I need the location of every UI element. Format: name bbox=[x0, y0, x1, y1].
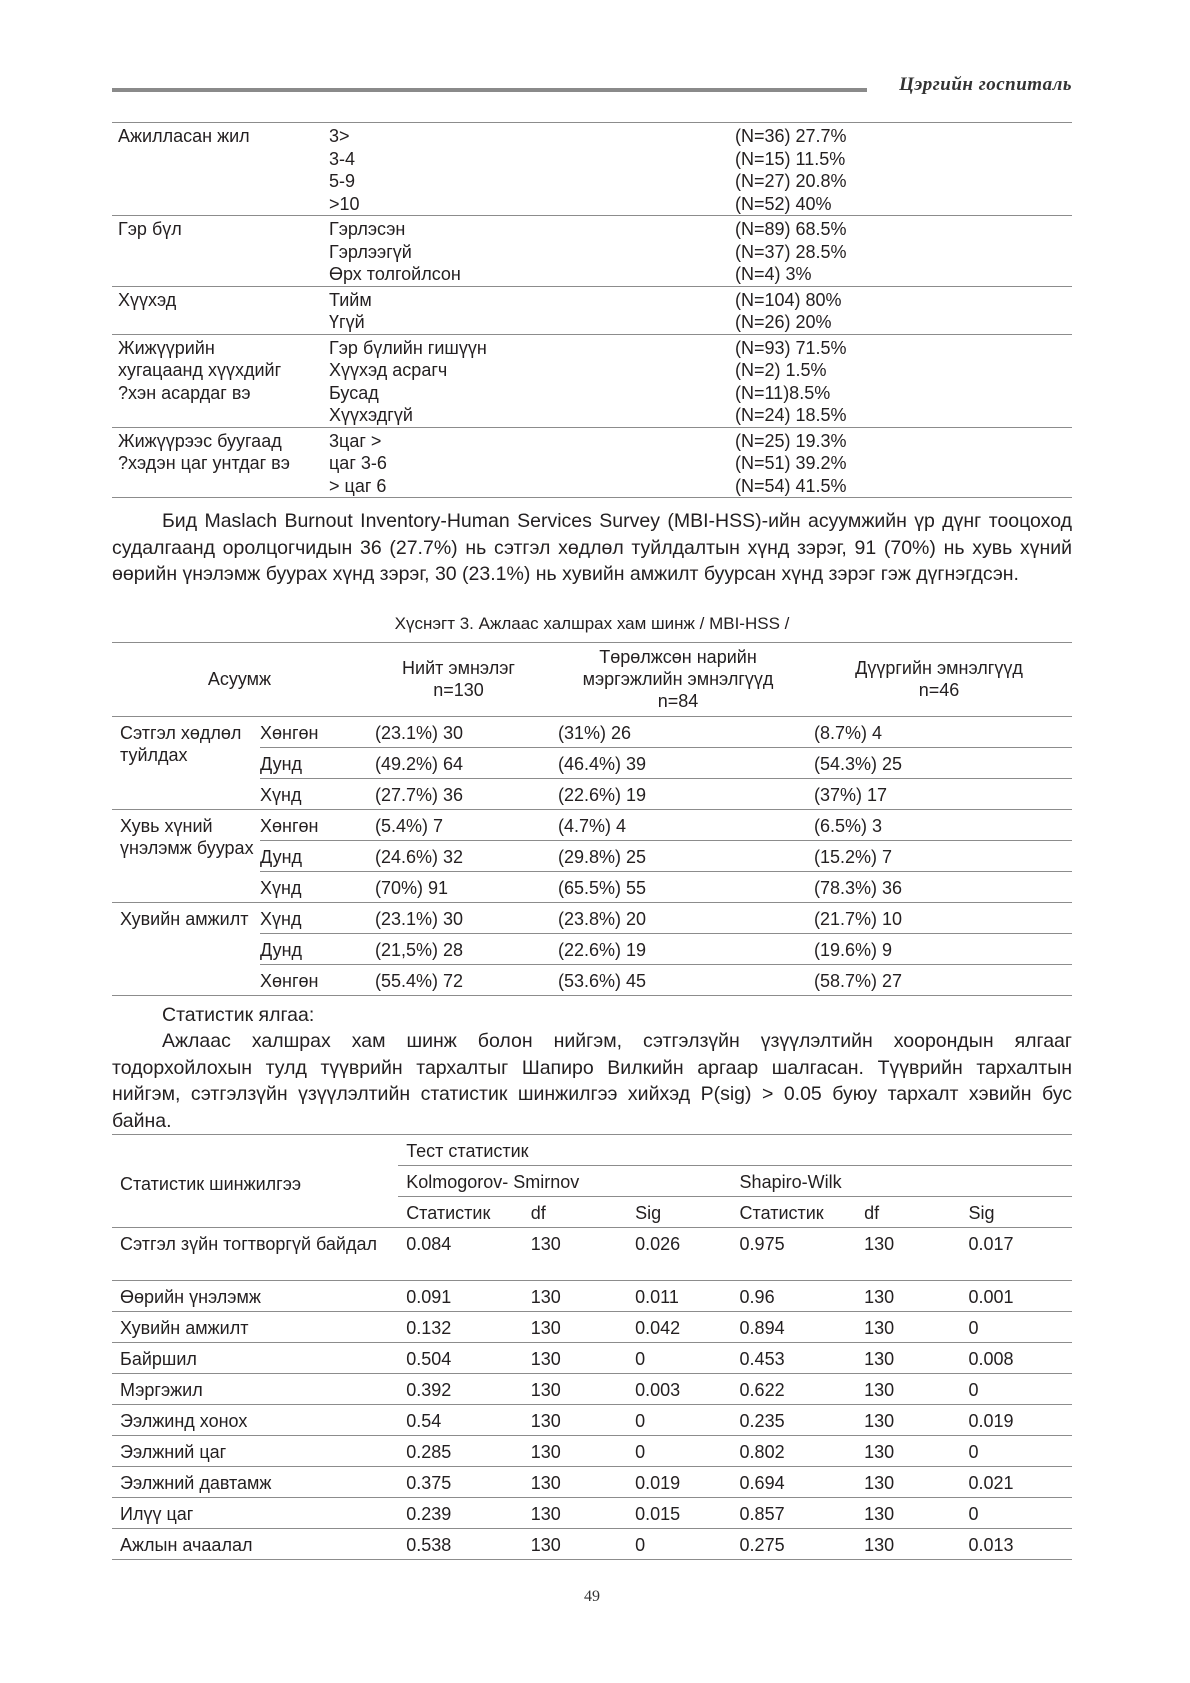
item-value: (N=2) 1.5% bbox=[735, 360, 827, 380]
running-header bbox=[112, 72, 1072, 102]
table-row: Илүү цаг 0.239 130 0.015 0.857 130 0 bbox=[112, 1498, 1072, 1529]
item-label: 5-9 bbox=[329, 171, 356, 191]
header-test-statistic: Тест статистик bbox=[398, 1135, 1072, 1166]
item-value: (N=15) 11.5% bbox=[735, 148, 846, 169]
group-label: Ажилласан жил bbox=[118, 126, 250, 146]
group-label: хугацаанд хүүхдийг bbox=[118, 360, 282, 380]
item-label: Гэрлэсэн bbox=[329, 219, 406, 239]
table-row: Сэтгэл хөдлөл туйлдах Хөнгөн (23.1%) 30 (31%) 26 (8.7%) 4 bbox=[112, 717, 1072, 748]
header-district: Дүүргийн эмнэлгүүд n=46 bbox=[806, 643, 1072, 717]
item-label: Хүүхэд асрагч bbox=[329, 360, 448, 380]
table-row: Дунд (24.6%) 32 (29.8%) 25 (15.2%) 7 bbox=[112, 841, 1072, 872]
table-row: Мэргэжил 0.392 130 0.003 0.622 130 0 bbox=[112, 1374, 1072, 1405]
item-value: (N=24) 18.5% bbox=[735, 405, 847, 425]
table-row: Байршил 0.504 130 0 0.453 130 0.008 bbox=[112, 1343, 1072, 1374]
header-question: Асуумж bbox=[112, 643, 367, 717]
table-row: Хөнгөн (55.4%) 72 (53.6%) 45 (58.7%) 27 bbox=[112, 965, 1072, 996]
item-value: (N=4) 3% bbox=[735, 264, 812, 284]
item-label: Бусад bbox=[329, 382, 379, 403]
header-total: Нийт эмнэлэг n=130 bbox=[367, 643, 550, 717]
stats-heading: Статистик ялгаа: bbox=[162, 1004, 315, 1026]
table-row: Дунд (21,5%) 28 (22.6%) 19 (19.6%) 9 bbox=[112, 934, 1072, 965]
item-label: Өрх толгойлсон bbox=[329, 264, 461, 284]
item-value: (N=51) 39.2% bbox=[735, 453, 847, 473]
table-header-row: Статистик df Sig Статистик df Sig bbox=[112, 1197, 1072, 1228]
item-value: (N=25) 19.3% bbox=[735, 430, 847, 451]
paragraph-mbi-results: Бид Maslach Burnout Inventory-Human Services Survey (MBI-HSS)-ийн асуумжийн үр дүнг тооцоход судалгаанд оролцогчидын 36 (27.7%) нь сэтгэл хөдлөл туйлдалтын хүнд зэрэг, 91 (70%) нь хувь хүний өөрийн үнэлэмж буурах хүнд зэрэг, 30 (23.1%) нь хувийн амжилт буурсан хүнд зэрэг гэж дүгнэгдсэн. bbox=[112, 510, 1072, 585]
item-label: Үгүй bbox=[329, 312, 365, 332]
item-label: 3цаг > bbox=[329, 430, 382, 451]
table-row bbox=[112, 427, 1072, 498]
header-ks: Kolmogorov- Smirnov bbox=[398, 1166, 731, 1197]
group-label: ?хэдэн цаг унтдаг вэ bbox=[118, 453, 290, 473]
header-analysis: Статистик шинжилгээ bbox=[112, 1135, 398, 1228]
table-row: Дунд (49.2%) 64 (46.4%) 39 (54.3%) 25 bbox=[112, 748, 1072, 779]
table-row: Хувь хүний үнэлэмж буурах Хөнгөн (5.4%) 7 (4.7%) 4 (6.5%) 3 bbox=[112, 810, 1072, 841]
table-row: Ээлжний давтамж 0.375 130 0.019 0.694 130 0.021 bbox=[112, 1467, 1072, 1498]
demographics-table bbox=[112, 122, 1072, 498]
item-value: (N=104) 80% bbox=[735, 289, 842, 310]
table-row: Ажлын ачаалал 0.538 130 0 0.275 130 0.013 bbox=[112, 1529, 1072, 1560]
item-value: (N=52) 40% bbox=[735, 193, 832, 214]
item-value: (N=11)8.5% bbox=[735, 382, 831, 403]
table-row: Хүнд (70%) 91 (65.5%) 55 (78.3%) 36 bbox=[112, 872, 1072, 903]
page-number: 49 bbox=[584, 1588, 600, 1605]
table-row: Хүнд (27.7%) 36 (22.6%) 19 (37%) 17 bbox=[112, 779, 1072, 810]
group-label: Хувийн амжилт bbox=[112, 903, 260, 996]
item-label: Гэрлээгүй bbox=[329, 241, 412, 262]
table-caption: Хүснэгт 3. Ажлаас халшрах хам шинж / MBI-HSS / bbox=[394, 614, 790, 633]
item-value: (N=26) 20% bbox=[735, 312, 832, 332]
mbi-hss-table bbox=[112, 642, 1072, 996]
item-value: (N=93) 71.5% bbox=[735, 337, 847, 358]
paragraph-normality: Ажлаас халшрах хам шинж болон нийгэм, сэтгэлзүйн үзүүлэлтийн хоорондын ялгааг тодорхойлохын тулд түүврийн тархалтыг Шапиро Вилкийн аргаар шалгасан. Түүврийн тархалтын нийгэм, сэтгэлзүйн үзүүлэлтийн статистик шинжилгээ хийхэд P(sig) > 0.05 буюу тархалт хэвийн бус байна. bbox=[112, 1030, 1072, 1132]
journal-title: Цэргийн госпиталь bbox=[899, 74, 1072, 95]
group-label: Гэр бүл bbox=[118, 219, 182, 239]
table-row bbox=[112, 286, 1072, 334]
group-label: Жижүүрийн bbox=[118, 337, 215, 358]
item-label: Тийм bbox=[329, 289, 372, 310]
item-label: Хүүхэдгүй bbox=[329, 405, 413, 425]
table-row bbox=[112, 123, 1072, 216]
group-label: Хувь хүний үнэлэмж буурах bbox=[112, 810, 260, 903]
normality-test-table bbox=[112, 1134, 1072, 1560]
table-row: Ээлжинд хонох 0.54 130 0 0.235 130 0.019 bbox=[112, 1405, 1072, 1436]
item-value: (N=36) 27.7% bbox=[735, 126, 847, 146]
table-header-row bbox=[112, 1135, 1072, 1166]
header-specialized: Төрөлжсөн нарийн мэргэжлийн эмнэлгүүд n=84 bbox=[550, 643, 806, 717]
item-label: > цаг 6 bbox=[329, 475, 387, 496]
item-value: (N=27) 20.8% bbox=[735, 171, 847, 191]
group-label: Хүүхэд bbox=[118, 289, 177, 310]
item-label: 3-4 bbox=[329, 148, 356, 169]
item-label: цаг 3-6 bbox=[329, 453, 387, 473]
table-header-row bbox=[112, 643, 1072, 717]
table-row: Хувийн амжилт Хүнд (23.1%) 30 (23.8%) 20 (21.7%) 10 bbox=[112, 903, 1072, 934]
item-label: >10 bbox=[329, 193, 360, 214]
item-label: 3> bbox=[329, 126, 350, 146]
item-value: (N=89) 68.5% bbox=[735, 219, 847, 239]
header-sw: Shapiro-Wilk bbox=[732, 1166, 1072, 1197]
header-rule bbox=[112, 88, 867, 92]
table-row bbox=[112, 334, 1072, 427]
table-row: Ээлжний цаг 0.285 130 0 0.802 130 0 bbox=[112, 1436, 1072, 1467]
level: Хөнгөн bbox=[260, 717, 367, 748]
item-value: (N=54) 41.5% bbox=[735, 475, 847, 496]
item-label: Гэр бүлийн гишүүн bbox=[329, 337, 487, 358]
table-row bbox=[112, 216, 1072, 287]
item-value: (N=37) 28.5% bbox=[735, 241, 847, 262]
group-label: Жижүүрээс буугаад bbox=[118, 430, 282, 451]
table-row: Өөрийн үнэлэмж 0.091 130 0.011 0.96 130 0.001 bbox=[112, 1281, 1072, 1312]
table-row: Сэтгэл зүйн тогтворгүй байдал 0.084 130 0.026 0.975 130 0.017 bbox=[112, 1228, 1072, 1281]
table-row: Хувийн амжилт 0.132 130 0.042 0.894 130 0 bbox=[112, 1312, 1072, 1343]
group-label: ?хэн асардаг вэ bbox=[118, 382, 251, 403]
group-label: Сэтгэл хөдлөл туйлдах bbox=[112, 717, 260, 810]
